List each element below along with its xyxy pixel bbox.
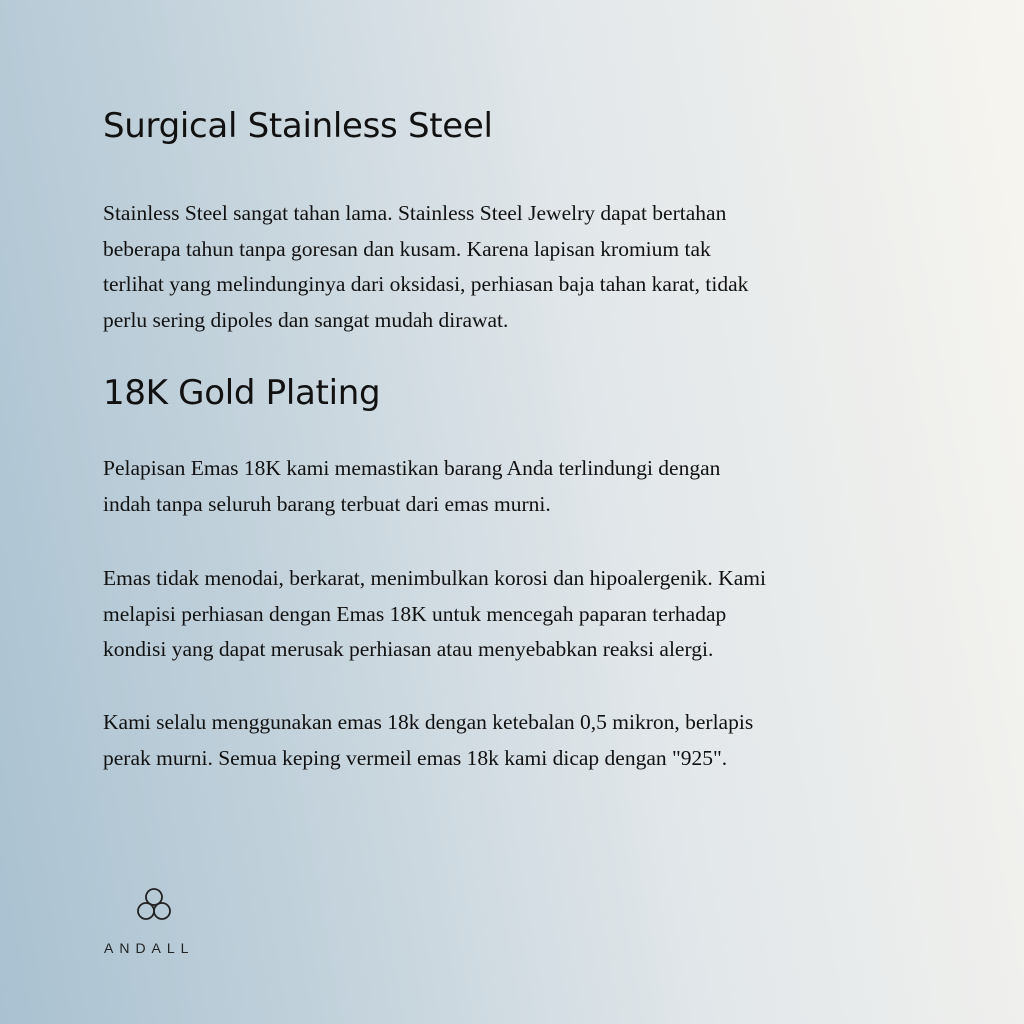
brand-name: ANDALL <box>104 940 195 956</box>
text-line: Kami selalu menggunakan emas 18k dengan ketebalan 0,5 mikron, berlapis <box>103 710 754 734</box>
trefoil-rings-icon <box>134 885 174 925</box>
gold-plating-paragraph-2 <box>103 561 913 668</box>
gold-plating-paragraph-3 <box>103 705 913 776</box>
stainless-steel-paragraph <box>103 196 913 338</box>
text-line: beberapa tahun tanpa goresan dan kusam. Karena lapisan kromium tak <box>103 236 711 261</box>
section-title-stainless-steel: Surgical Stainless Steel <box>103 106 493 146</box>
gold-plating-paragraph-1 <box>103 451 913 522</box>
text-line: terlihat yang melindunginya dari oksidasi, perhiasan baja tahan karat, tidak <box>103 272 749 296</box>
text-line: kondisi yang dapat merusak perhiasan atau menyebabkan reaksi alergi. <box>103 637 714 661</box>
text-line: indah tanpa seluruh barang terbuat dari emas murni. <box>103 491 551 516</box>
text-line: melapisi perhiasan dengan Emas 18K untuk mencegah paparan terhadap <box>103 601 727 626</box>
section-title-gold-plating: 18K Gold Plating <box>103 373 381 413</box>
text-line: Stainless Steel sangat tahan lama. Stainless Steel Jewelry dapat bertahan <box>103 201 727 225</box>
text-line: perlu sering dipoles dan sangat mudah dirawat. <box>103 307 509 332</box>
text-line: Emas tidak menodai, berkarat, menimbulkan korosi dan hipoalergenik. Kami <box>103 566 766 590</box>
text-line: Pelapisan Emas 18K kami memastikan barang Anda terlindungi dengan <box>103 456 721 480</box>
text-line: perak murni. Semua keping vermeil emas 18k kami dicap dengan "925". <box>103 745 728 770</box>
